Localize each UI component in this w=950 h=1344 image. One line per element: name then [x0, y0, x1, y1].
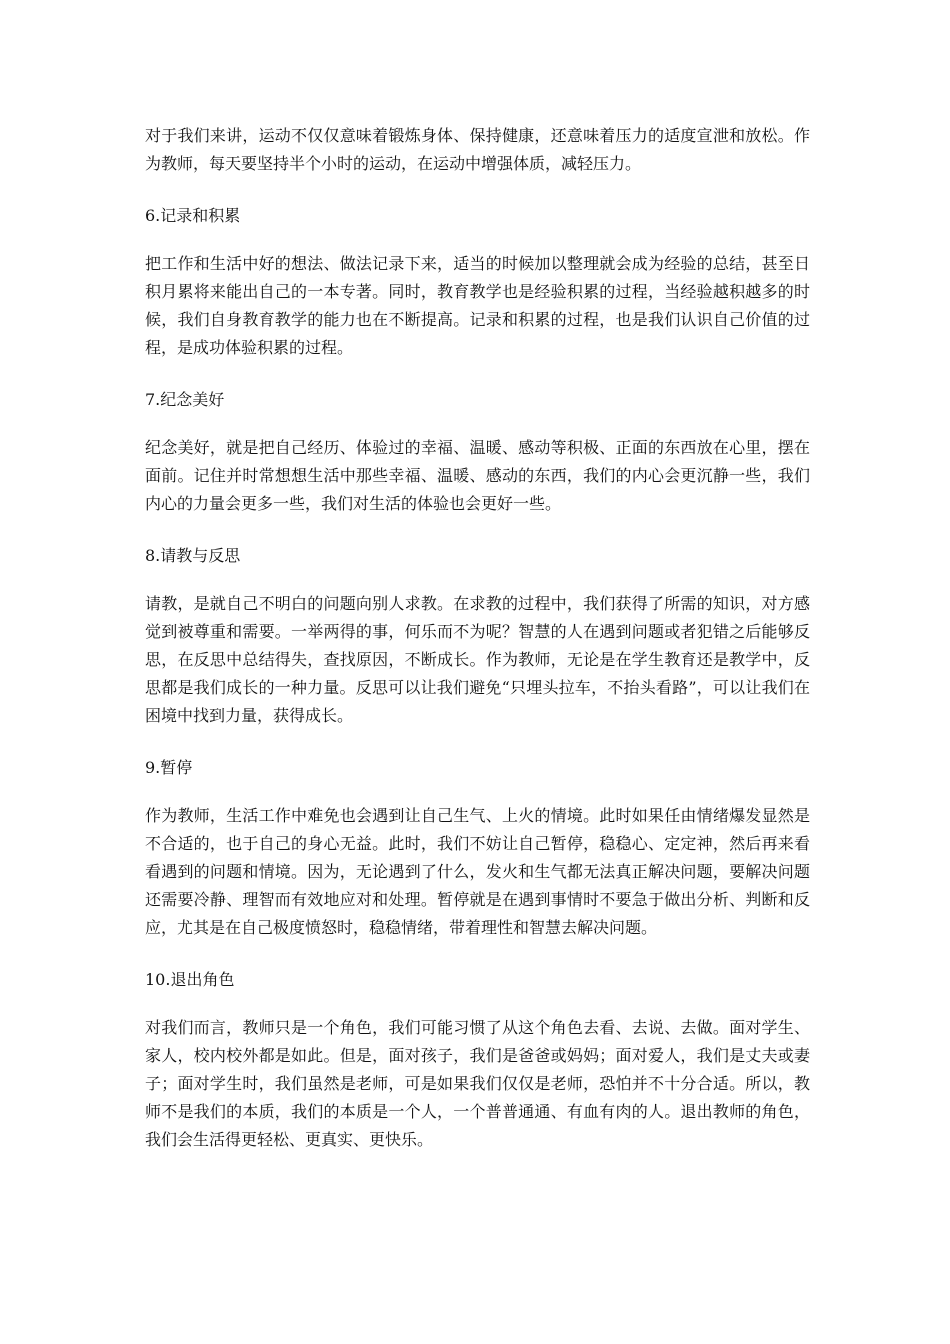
section-body: 请教，是就自己不明白的问题向别人求教。在求教的过程中，我们获得了所需的知识，对方感觉到被尊重和需要。一举两得的事，何乐而不为呢？智慧的人在遇到问题或者犯错之后能够反思，在反思中总结得失，查找原因，不断成长。作为教师，无论是在学生教育还是教学中，反思都是我们成长的一种力量。反思可以让我们避免“只埋头拉车，不抬头看路”，可以让我们在困境中找到力量，获得成长。	[145, 594, 810, 725]
section-body: 纪念美好，就是把自己经历、体验过的幸福、温暖、感动等积极、正面的东西放在心里，摆在面前。记住并时常想想生活中那些幸福、温暖、感动的东西，我们的内心会更沉静一些，我们内心的力量会更多一些，我们对生活的体验也会更好一些。	[145, 438, 810, 513]
section-body: 把工作和生活中好的想法、做法记录下来，适当的时候加以整理就会成为经验的总结，甚至日积月累将来能出自己的一本专著。同时，教育教学也是经验积累的过程，当经验越积越多的时候，我们自身教育教学的能力也在不断提高。记录和积累的过程，也是我们认识自己价值的过程，是成功体验积累的过程。	[145, 254, 810, 357]
section-body: 对我们而言，教师只是一个角色，我们可能习惯了从这个角色去看、去说、去做。面对学生、家人，校内校外都是如此。但是，面对孩子，我们是爸爸或妈妈；面对爱人，我们是丈夫或妻子；面对学生时，我们虽然是老师，可是如果我们仅仅是老师，恐怕并不十分合适。所以，教师不是我们的本质，我们的本质是一个人，一个普普通通、有血有肉的人。退出教师的角色，我们会生活得更轻松、更真实、更快乐。	[145, 1018, 810, 1149]
section-heading: 6.记录和积累	[145, 206, 241, 225]
section-heading: 9.暂停	[145, 758, 193, 777]
section-heading: 8.请教与反思	[145, 546, 241, 565]
section-heading: 7.纪念美好	[145, 390, 225, 409]
section-body: 作为教师，生活工作中难免也会遇到让自己生气、上火的情境。此时如果任由情绪爆发显然是不合适的，也于自己的身心无益。此时，我们不妨让自己暂停，稳稳心、定定神，然后再来看看遇到的问题和情境。因为，无论遇到了什么，发火和生气都无法真正解决问题，要解决问题还需要冷静、理智而有效地应对和处理。暂停就是在遇到事情时不要急于做出分析、判断和反应，尤其是在自己极度愤怒时，稳稳情绪，带着理性和智慧去解决问题。	[145, 806, 810, 937]
section-heading: 10.退出角色	[145, 970, 235, 989]
document-page	[145, 122, 810, 1154]
intro-paragraph: 对于我们来讲，运动不仅仅意味着锻炼身体、保持健康，还意味着压力的适度宣泄和放松。作为教师，每天要坚持半个小时的运动，在运动中增强体质，减轻压力。	[145, 126, 810, 173]
